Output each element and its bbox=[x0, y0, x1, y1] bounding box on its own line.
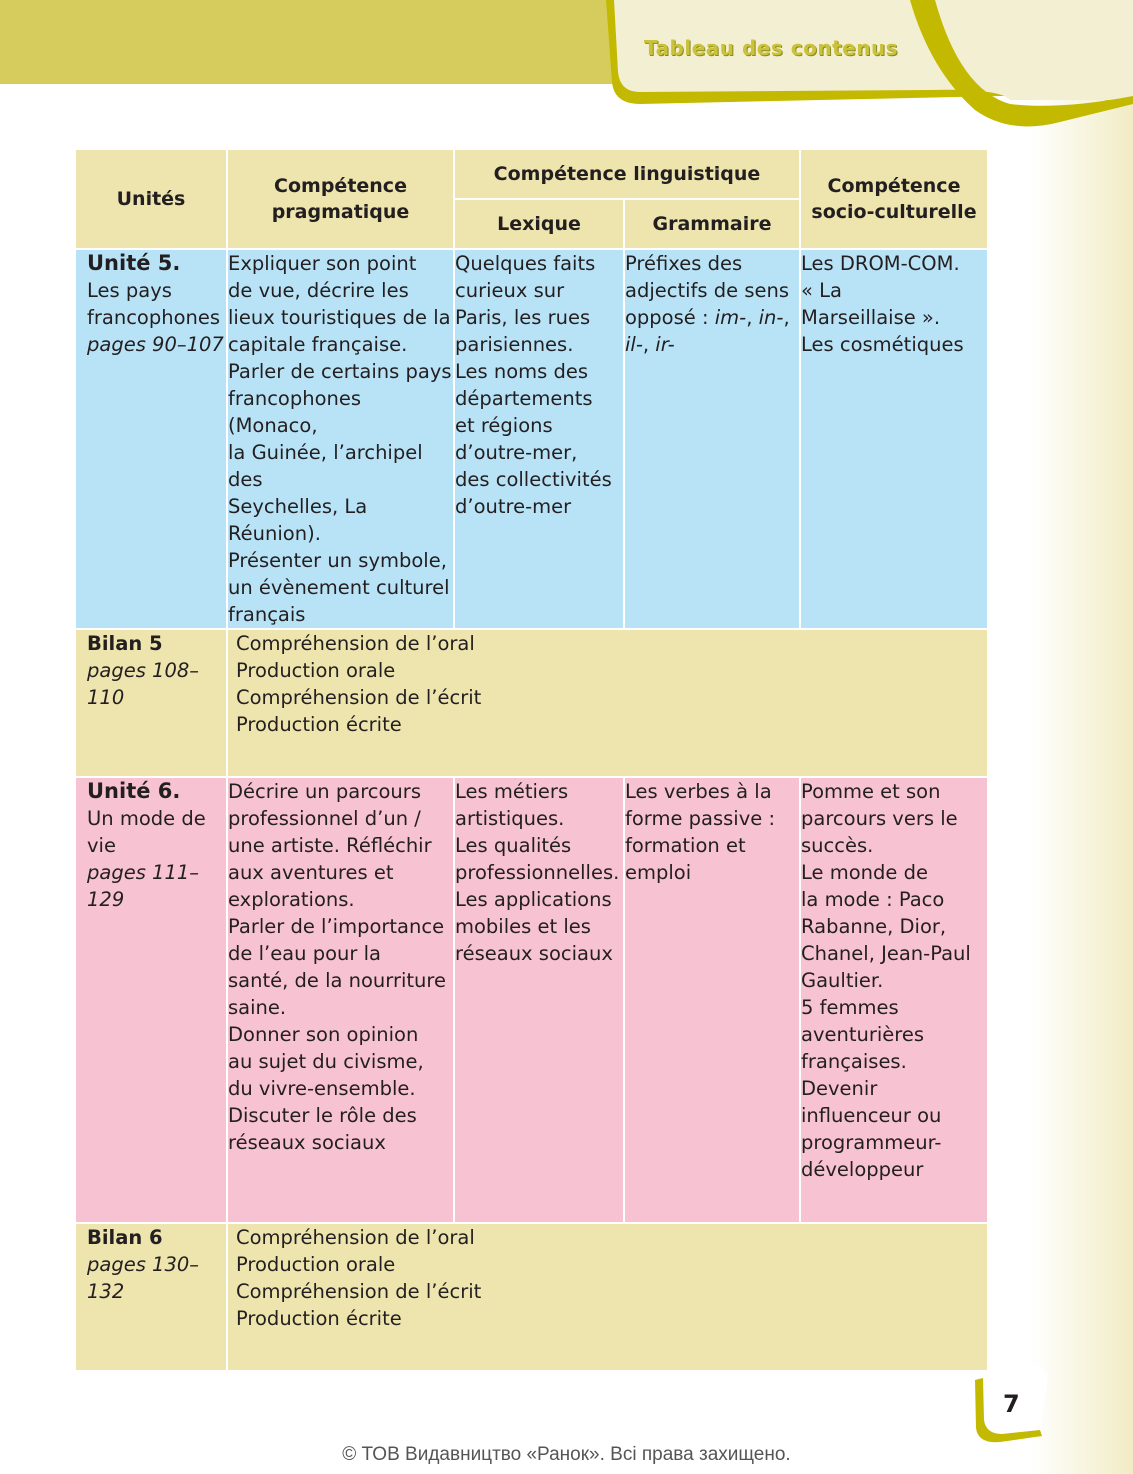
text-line: Quelques faits bbox=[455, 252, 596, 275]
text-line: Les qualités bbox=[455, 834, 572, 857]
text-fragment: , bbox=[746, 306, 759, 329]
text-line: adjectifs de sens bbox=[625, 279, 789, 302]
text-line: 5 femmes bbox=[801, 996, 899, 1019]
text-line: de l’eau pour la bbox=[228, 942, 381, 965]
unit-5-grammaire bbox=[624, 249, 800, 629]
text-line: Parler de certains pays bbox=[228, 360, 452, 383]
page-number: 7 bbox=[1003, 1390, 1020, 1418]
unit-6-cell bbox=[75, 777, 227, 1223]
bilan-item: Compréhension de l’écrit bbox=[236, 1280, 482, 1303]
header-pragmatique bbox=[227, 149, 454, 249]
text-line: emploi bbox=[625, 861, 692, 884]
prefix-il: il- bbox=[625, 333, 643, 356]
text-line: françaises. bbox=[801, 1050, 907, 1073]
unit-5-socio bbox=[800, 249, 988, 629]
bilan-item: Production écrite bbox=[236, 713, 402, 736]
unit-name-line: Un mode de bbox=[87, 807, 206, 830]
text-line: capitale française. bbox=[228, 333, 408, 356]
text-line: de vue, décrire les bbox=[228, 279, 409, 302]
text-line: départements bbox=[455, 387, 593, 410]
text-line: d’outre-mer, bbox=[455, 441, 578, 464]
text-line: lieux touristiques de la bbox=[228, 306, 451, 329]
text-line: développeur bbox=[801, 1158, 924, 1181]
header-lexique: Lexique bbox=[454, 199, 624, 249]
text-line: Discuter le rôle des bbox=[228, 1104, 417, 1127]
prefix-ir: ir- bbox=[655, 333, 675, 356]
bilan-title: Bilan 6 bbox=[87, 1226, 163, 1249]
unit-name-line: Les pays bbox=[87, 279, 172, 302]
text-line bbox=[625, 304, 799, 331]
text-line: Chanel, Jean-Paul bbox=[801, 942, 971, 965]
copyright-footer: © ТОВ Видавництво «Ранок». Всі права захищено. bbox=[342, 1444, 791, 1465]
unit-pages: pages 111–129 bbox=[87, 861, 200, 911]
bilan-item: Compréhension de l’oral bbox=[236, 1226, 475, 1249]
text-line: au sujet du civisme, bbox=[228, 1050, 424, 1073]
bilan-pages: pages 108–110 bbox=[87, 659, 200, 709]
unit-title: Unité 5. bbox=[87, 251, 181, 275]
text-line: Devenir bbox=[801, 1077, 878, 1100]
text-line: influenceur ou bbox=[801, 1104, 942, 1127]
bilan-item: Production orale bbox=[236, 659, 396, 682]
header-grammaire: Grammaire bbox=[624, 199, 800, 249]
contents-table bbox=[74, 148, 989, 1372]
text-line: un évènement culturel bbox=[228, 576, 450, 599]
bilan-6-row bbox=[75, 1223, 988, 1371]
text-line: Les noms des bbox=[455, 360, 589, 383]
text-line: la mode : Paco bbox=[801, 888, 945, 911]
text-line: français bbox=[228, 603, 306, 626]
text-line: professionnel d’un / bbox=[228, 807, 421, 830]
text-line: francophones (Monaco, bbox=[228, 387, 362, 437]
unit-6-grammaire bbox=[624, 777, 800, 1223]
unit-name-line: vie bbox=[87, 834, 116, 857]
bilan-item: Compréhension de l’écrit bbox=[236, 686, 482, 709]
text-line: du vivre-ensemble. bbox=[228, 1077, 416, 1100]
text-line: Marseillaise ». bbox=[801, 306, 941, 329]
text-line: succès. bbox=[801, 834, 874, 857]
header-socio-line: Compétence bbox=[827, 175, 961, 197]
text-line: mobiles et les bbox=[455, 915, 591, 938]
unit-5-pragmatique bbox=[227, 249, 454, 629]
text-fragment: , bbox=[642, 333, 656, 356]
text-line: santé, de la nourriture bbox=[228, 969, 446, 992]
header-pragmatique-line: Compétence bbox=[274, 175, 407, 197]
text-line: Les cosmétiques bbox=[801, 333, 964, 356]
text-fragment: , bbox=[783, 306, 790, 329]
prefix-in: in- bbox=[758, 306, 784, 329]
text-line: Paris, les rues bbox=[455, 306, 591, 329]
text-line: Parler de l’importance bbox=[228, 915, 445, 938]
prefix-im: im- bbox=[714, 306, 747, 329]
text-line: Expliquer son point bbox=[228, 252, 417, 275]
text-line: Le monde de bbox=[801, 861, 928, 884]
text-line: réseaux sociaux bbox=[455, 942, 613, 965]
bilan-item: Production écrite bbox=[236, 1307, 402, 1330]
text-line: explorations. bbox=[228, 888, 355, 911]
text-line: parcours vers le bbox=[801, 807, 958, 830]
header-title: Tableau des contenus bbox=[644, 36, 899, 60]
header-unites: Unités bbox=[75, 149, 227, 249]
unit-pages: pages 90–107 bbox=[87, 333, 224, 356]
text-line: d’outre-mer bbox=[455, 495, 572, 518]
text-line: des collectivités bbox=[455, 468, 612, 491]
text-line: professionnelles. bbox=[455, 861, 620, 884]
text-line: programmeur- bbox=[801, 1131, 942, 1154]
text-line: Présenter un symbole, bbox=[228, 549, 447, 572]
text-line: forme passive : bbox=[625, 807, 776, 830]
bilan-pages: pages 130–132 bbox=[87, 1253, 200, 1303]
bilan-5-cell bbox=[75, 629, 227, 777]
header-socio-line: socio-culturelle bbox=[811, 201, 977, 223]
bilan-6-items bbox=[227, 1223, 988, 1371]
text-line: parisiennes. bbox=[455, 333, 574, 356]
text-line: « La bbox=[801, 279, 842, 302]
text-line: aux aventures et bbox=[228, 861, 394, 884]
header-socio bbox=[800, 149, 988, 249]
text-line: une artiste. Réfléchir bbox=[228, 834, 432, 857]
unit-5-cell bbox=[75, 249, 227, 629]
bilan-5-items bbox=[227, 629, 988, 777]
bilan-title: Bilan 5 bbox=[87, 632, 163, 655]
text-line: Préfixes des bbox=[625, 252, 743, 275]
bilan-6-cell bbox=[75, 1223, 227, 1371]
text-line: artistiques. bbox=[455, 807, 565, 830]
unit-6-pragmatique bbox=[227, 777, 454, 1223]
unit-title: Unité 6. bbox=[87, 779, 181, 803]
unit-name-line: francophones bbox=[87, 306, 221, 329]
unit-6-lexique bbox=[454, 777, 624, 1223]
text-line bbox=[625, 331, 799, 358]
unit-6-row bbox=[75, 777, 988, 1223]
header-pragmatique-line: pragmatique bbox=[271, 201, 410, 223]
text-line: réseaux sociaux bbox=[228, 1131, 386, 1154]
unit-5-lexique bbox=[454, 249, 624, 629]
text-line: Les verbes à la bbox=[625, 780, 772, 803]
text-line: Rabanne, Dior, bbox=[801, 915, 947, 938]
bilan-5-row bbox=[75, 629, 988, 777]
text-line: Donner son opinion bbox=[228, 1023, 419, 1046]
unit-6-socio bbox=[800, 777, 988, 1223]
text-line: Seychelles, La Réunion). bbox=[228, 495, 368, 545]
text-line: Les applications bbox=[455, 888, 612, 911]
header-linguistique: Compétence linguistique bbox=[454, 149, 800, 199]
text-line: saine. bbox=[228, 996, 287, 1019]
text-line: la Guinée, l’archipel des bbox=[228, 441, 423, 491]
text-fragment: opposé : bbox=[625, 306, 715, 329]
text-line: Les DROM-COM. bbox=[801, 252, 960, 275]
text-line: Gaultier. bbox=[801, 969, 884, 992]
bilan-item: Compréhension de l’oral bbox=[236, 632, 475, 655]
text-line: curieux sur bbox=[455, 279, 565, 302]
bilan-item: Production orale bbox=[236, 1253, 396, 1276]
unit-5-row bbox=[75, 249, 988, 629]
text-line: Pomme et son bbox=[801, 780, 941, 803]
text-line: Les métiers bbox=[455, 780, 569, 803]
text-line: aventurières bbox=[801, 1023, 925, 1046]
text-line: Décrire un parcours bbox=[228, 780, 421, 803]
text-line: et régions bbox=[455, 414, 553, 437]
text-line: formation et bbox=[625, 834, 746, 857]
